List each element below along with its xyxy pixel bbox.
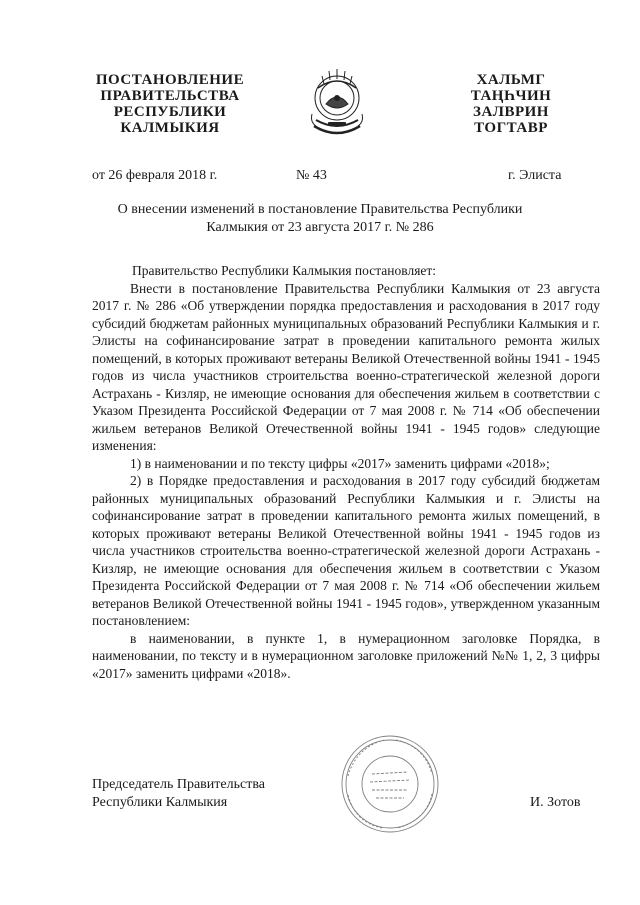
- title-line: Калмыкия от 23 августа 2017 г. № 286: [206, 220, 434, 235]
- header-left-line: ПРАВИТЕЛЬСТВА: [100, 88, 240, 104]
- header-right-line: ХАЛЬМГ: [476, 72, 546, 88]
- header-left-line: РЕСПУБЛИКИ: [113, 104, 227, 120]
- header-right-title: [452, 72, 570, 136]
- body-paragraph: 1) в наименовании и по тексту цифры «2017» заменить цифрами «2018»;: [130, 455, 550, 471]
- signature-position-line: Республики Калмыкия: [92, 795, 228, 810]
- header-right-line: ТАҢҺЧИН: [470, 88, 552, 104]
- kalmykia-coat-of-arms-icon: [304, 60, 370, 146]
- header-right-line: ТОГТАВР: [474, 120, 548, 136]
- body-paragraph: 2) в Порядке предоставления и расходования в 2017 году субсидий бюджетам районных муниципальных образований Республики Калмыкия и г. Элисты на софинансирование затрат в проведении капитального ремонта жилых помещений, в которых проживают ветераны Великой Отечественной войны 1941 - 1945 годов из числа участников строительства военно-стратегической железной дороги Астрахань - Кизляр, не имеющие основания для обеспечения жильем в соответствии с Указом Президента Российской Федерации от 7 мая 2008 г. № 714 «Об обеспечении жильем ветеранов Великой Отечественной войны 1941 - 1945 годов», утвержденном указанным постановлением:: [92, 473, 600, 628]
- signature-position-line: Председатель Правительства: [92, 777, 265, 792]
- body-paragraph: в наименовании, в пункте 1, в нумерационном заголовке Порядка, в наименовании, по тексту и в нумерационном заголовке приложений №№ 1, 2, 3 цифры «2017» заменить цифрами «2018».: [92, 630, 600, 681]
- header-left-line: КАЛМЫКИЯ: [120, 120, 220, 136]
- document-title: [60, 201, 580, 237]
- document-date: от 26 февраля 2018 г.: [92, 168, 218, 183]
- document-body: [92, 262, 600, 682]
- header-left-line: ПОСТАНОВЛЕНИЕ: [95, 72, 245, 88]
- body-paragraph: Внести в постановление Правительства Республики Калмыкия от 23 августа 2017 г. № 286 «Об утверждении порядка предоставления и расходования в 2017 году субсидий бюджетам районных муниципальных образований Республики Калмыкия и г. Элисты на софинансирование затрат в проведении капитального ремонта жилых помещений, в которых проживают ветераны Великой Отечественной войны 1941 - 1945 годов из числа участников строительства военно-стратегической железной дороги Астрахань - Кизляр, не имеющие основания для обеспечения жильем в соответствии с Указом Президента Российской Федерации от 7 мая 2008 г. № 714 «Об обеспечении жильем ветеранов Великой Отечественной войны 1941 - 1945 годов» следующие изменения:: [92, 280, 600, 453]
- signature-name: И. Зотов: [530, 795, 581, 810]
- document-city: г. Элиста: [508, 168, 562, 183]
- decree-statement: Правительство Республики Калмыкия постановляет:: [132, 263, 437, 278]
- header-left-title: [80, 72, 260, 136]
- document-number: № 43: [296, 168, 327, 183]
- signature-position: [92, 776, 265, 812]
- header-right-line: ЗАЛВРИН: [473, 104, 549, 120]
- title-line: О внесении изменений в постановление Правительства Республики: [117, 202, 523, 217]
- official-stamp-icon: [338, 732, 442, 836]
